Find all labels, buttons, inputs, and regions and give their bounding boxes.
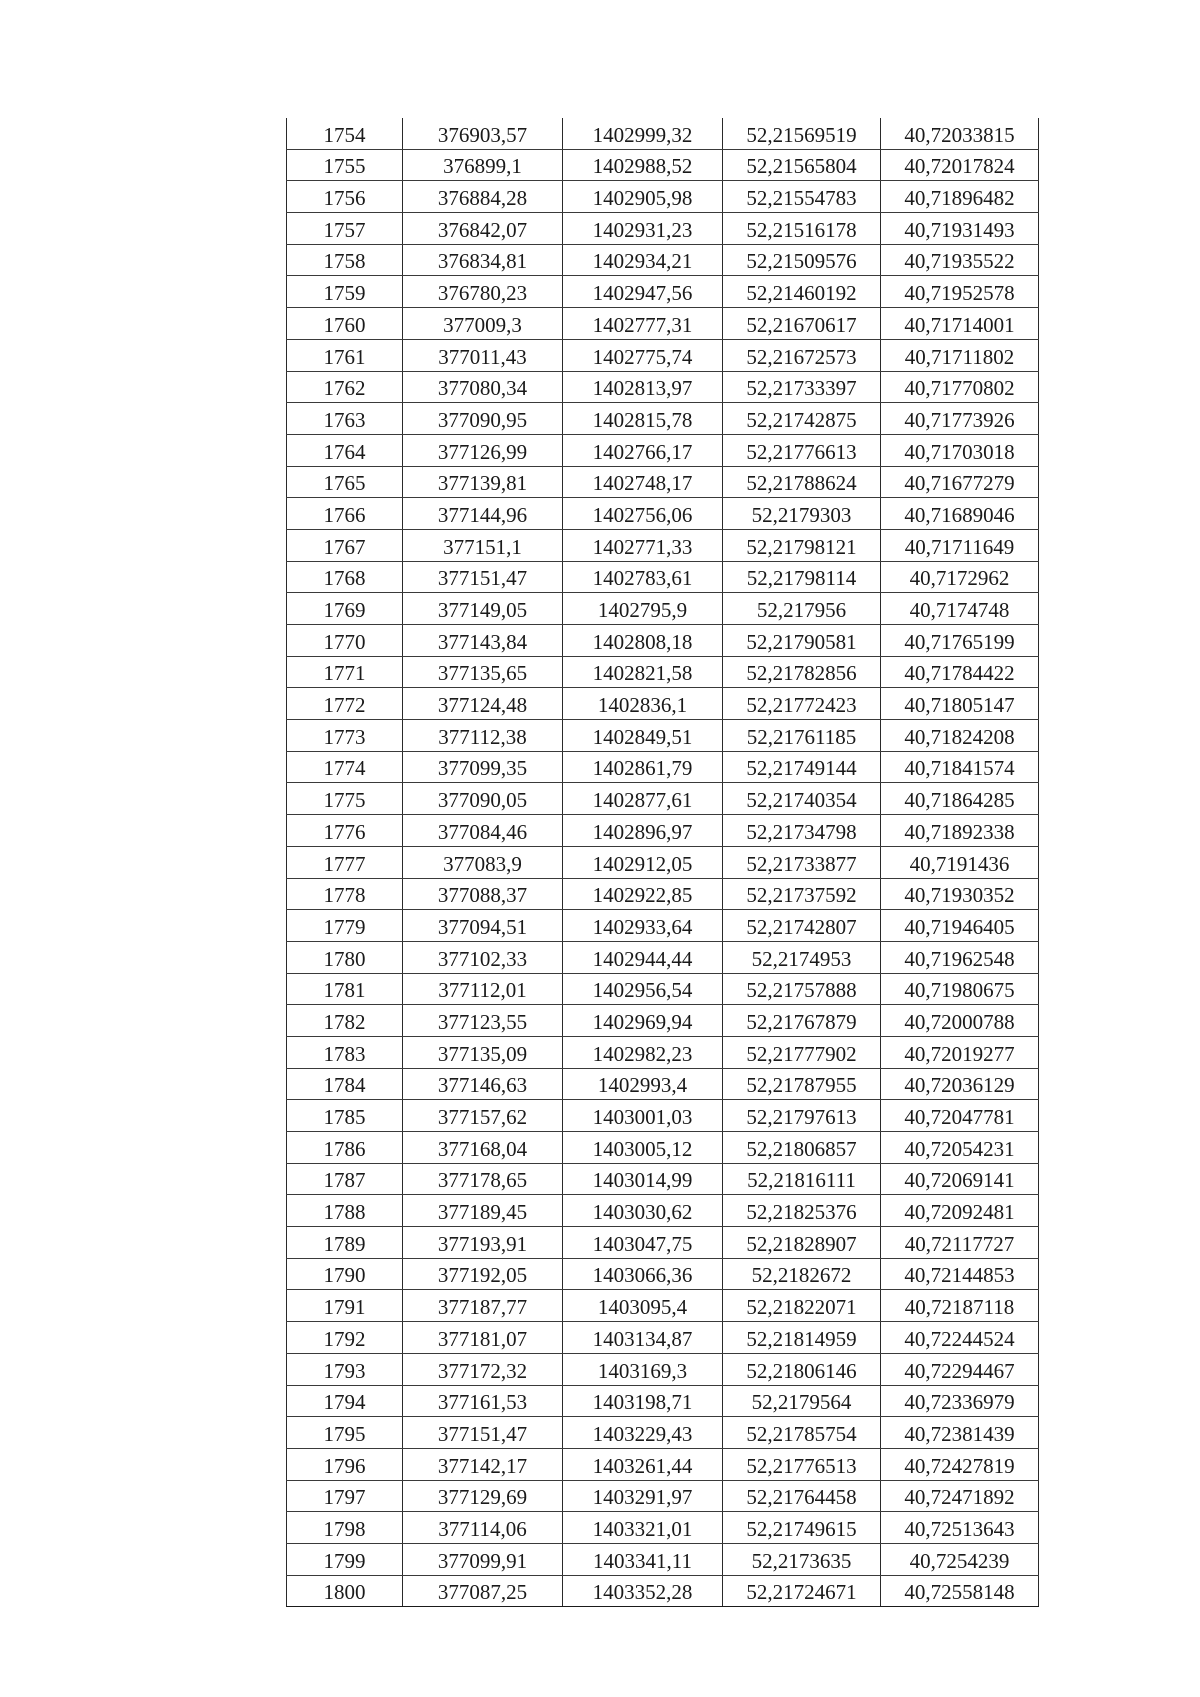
latitude-cell: 52,21757888 [723, 973, 881, 1005]
point-number-cell: 1799 [287, 1543, 403, 1575]
longitude-cell: 40,71773926 [881, 403, 1039, 435]
longitude-cell: 40,72047781 [881, 1100, 1039, 1132]
y-coordinate-cell: 1402896,97 [563, 815, 723, 847]
point-number-cell: 1763 [287, 403, 403, 435]
point-number-cell: 1772 [287, 688, 403, 720]
x-coordinate-cell: 376884,28 [403, 181, 563, 213]
longitude-cell: 40,72294467 [881, 1353, 1039, 1385]
coordinates-table [286, 118, 1039, 1607]
table-row [287, 1195, 1039, 1227]
longitude-cell: 40,72427819 [881, 1448, 1039, 1480]
table-row [287, 656, 1039, 688]
x-coordinate-cell: 377135,09 [403, 1036, 563, 1068]
longitude-cell: 40,71784422 [881, 656, 1039, 688]
table-row [287, 593, 1039, 625]
x-coordinate-cell: 377087,25 [403, 1575, 563, 1607]
y-coordinate-cell: 1402861,79 [563, 751, 723, 783]
table-row [287, 1132, 1039, 1164]
longitude-cell: 40,72381439 [881, 1417, 1039, 1449]
x-coordinate-cell: 377151,47 [403, 1417, 563, 1449]
y-coordinate-cell: 1402766,17 [563, 434, 723, 466]
point-number-cell: 1774 [287, 751, 403, 783]
table-row [287, 1227, 1039, 1259]
longitude-cell: 40,72244524 [881, 1322, 1039, 1354]
table-row [287, 1322, 1039, 1354]
y-coordinate-cell: 1403005,12 [563, 1132, 723, 1164]
latitude-cell: 52,21828907 [723, 1227, 881, 1259]
point-number-cell: 1761 [287, 339, 403, 371]
table-row [287, 1448, 1039, 1480]
table-row [287, 1353, 1039, 1385]
x-coordinate-cell: 377146,63 [403, 1068, 563, 1100]
y-coordinate-cell: 1402988,52 [563, 149, 723, 181]
point-number-cell: 1794 [287, 1385, 403, 1417]
point-number-cell: 1766 [287, 498, 403, 530]
y-coordinate-cell: 1402815,78 [563, 403, 723, 435]
point-number-cell: 1786 [287, 1132, 403, 1164]
point-number-cell: 1762 [287, 371, 403, 403]
point-number-cell: 1776 [287, 815, 403, 847]
latitude-cell: 52,21724671 [723, 1575, 881, 1607]
latitude-cell: 52,21749144 [723, 751, 881, 783]
latitude-cell: 52,21764458 [723, 1480, 881, 1512]
table-row [287, 846, 1039, 878]
longitude-cell: 40,71714001 [881, 308, 1039, 340]
point-number-cell: 1768 [287, 561, 403, 593]
y-coordinate-cell: 1403261,44 [563, 1448, 723, 1480]
longitude-cell: 40,72000788 [881, 1005, 1039, 1037]
x-coordinate-cell: 377094,51 [403, 910, 563, 942]
table-row [287, 910, 1039, 942]
point-number-cell: 1793 [287, 1353, 403, 1385]
y-coordinate-cell: 1402849,51 [563, 720, 723, 752]
latitude-cell: 52,21672573 [723, 339, 881, 371]
x-coordinate-cell: 377144,96 [403, 498, 563, 530]
table-row [287, 276, 1039, 308]
table-row [287, 783, 1039, 815]
y-coordinate-cell: 1403341,11 [563, 1543, 723, 1575]
x-coordinate-cell: 377193,91 [403, 1227, 563, 1259]
table-row [287, 720, 1039, 752]
longitude-cell: 40,71935522 [881, 244, 1039, 276]
table-row [287, 149, 1039, 181]
table-row [287, 1258, 1039, 1290]
latitude-cell: 52,21777902 [723, 1036, 881, 1068]
latitude-cell: 52,21806857 [723, 1132, 881, 1164]
latitude-cell: 52,21825376 [723, 1195, 881, 1227]
latitude-cell: 52,21554783 [723, 181, 881, 213]
point-number-cell: 1758 [287, 244, 403, 276]
table-row [287, 941, 1039, 973]
point-number-cell: 1781 [287, 973, 403, 1005]
point-number-cell: 1780 [287, 941, 403, 973]
longitude-cell: 40,72054231 [881, 1132, 1039, 1164]
y-coordinate-cell: 1402999,32 [563, 118, 723, 149]
y-coordinate-cell: 1402944,44 [563, 941, 723, 973]
longitude-cell: 40,71703018 [881, 434, 1039, 466]
latitude-cell: 52,21742875 [723, 403, 881, 435]
table-row [287, 339, 1039, 371]
latitude-cell: 52,21740354 [723, 783, 881, 815]
x-coordinate-cell: 377112,38 [403, 720, 563, 752]
latitude-cell: 52,21733877 [723, 846, 881, 878]
point-number-cell: 1767 [287, 529, 403, 561]
x-coordinate-cell: 377112,01 [403, 973, 563, 1005]
longitude-cell: 40,71689046 [881, 498, 1039, 530]
y-coordinate-cell: 1402956,54 [563, 973, 723, 1005]
point-number-cell: 1779 [287, 910, 403, 942]
table-row [287, 1163, 1039, 1195]
latitude-cell: 52,21509576 [723, 244, 881, 276]
longitude-cell: 40,71946405 [881, 910, 1039, 942]
x-coordinate-cell: 377099,35 [403, 751, 563, 783]
point-number-cell: 1771 [287, 656, 403, 688]
point-number-cell: 1754 [287, 118, 403, 149]
x-coordinate-cell: 377011,43 [403, 339, 563, 371]
longitude-cell: 40,72513643 [881, 1512, 1039, 1544]
point-number-cell: 1798 [287, 1512, 403, 1544]
latitude-cell: 52,21776613 [723, 434, 881, 466]
y-coordinate-cell: 1402933,64 [563, 910, 723, 942]
x-coordinate-cell: 377088,37 [403, 878, 563, 910]
latitude-cell: 52,2182672 [723, 1258, 881, 1290]
table-row [287, 118, 1039, 149]
x-coordinate-cell: 377123,55 [403, 1005, 563, 1037]
point-number-cell: 1796 [287, 1448, 403, 1480]
longitude-cell: 40,71711802 [881, 339, 1039, 371]
latitude-cell: 52,21733397 [723, 371, 881, 403]
x-coordinate-cell: 377161,53 [403, 1385, 563, 1417]
point-number-cell: 1797 [287, 1480, 403, 1512]
longitude-cell: 40,71677279 [881, 466, 1039, 498]
point-number-cell: 1775 [287, 783, 403, 815]
y-coordinate-cell: 1403169,3 [563, 1353, 723, 1385]
y-coordinate-cell: 1402993,4 [563, 1068, 723, 1100]
longitude-cell: 40,72092481 [881, 1195, 1039, 1227]
latitude-cell: 52,21565804 [723, 149, 881, 181]
y-coordinate-cell: 1403001,03 [563, 1100, 723, 1132]
longitude-cell: 40,72558148 [881, 1575, 1039, 1607]
point-number-cell: 1782 [287, 1005, 403, 1037]
longitude-cell: 40,72069141 [881, 1163, 1039, 1195]
x-coordinate-cell: 377151,1 [403, 529, 563, 561]
x-coordinate-cell: 377157,62 [403, 1100, 563, 1132]
table-row [287, 815, 1039, 847]
y-coordinate-cell: 1402756,06 [563, 498, 723, 530]
y-coordinate-cell: 1402777,31 [563, 308, 723, 340]
latitude-cell: 52,21670617 [723, 308, 881, 340]
latitude-cell: 52,21816111 [723, 1163, 881, 1195]
x-coordinate-cell: 376834,81 [403, 244, 563, 276]
point-number-cell: 1791 [287, 1290, 403, 1322]
latitude-cell: 52,21767879 [723, 1005, 881, 1037]
x-coordinate-cell: 377151,47 [403, 561, 563, 593]
table-row [287, 1480, 1039, 1512]
y-coordinate-cell: 1402795,9 [563, 593, 723, 625]
point-number-cell: 1765 [287, 466, 403, 498]
x-coordinate-cell: 376903,57 [403, 118, 563, 149]
latitude-cell: 52,217956 [723, 593, 881, 625]
y-coordinate-cell: 1403291,97 [563, 1480, 723, 1512]
table-row [287, 1036, 1039, 1068]
longitude-cell: 40,71980675 [881, 973, 1039, 1005]
latitude-cell: 52,21749615 [723, 1512, 881, 1544]
latitude-cell: 52,2179303 [723, 498, 881, 530]
longitude-cell: 40,71930352 [881, 878, 1039, 910]
x-coordinate-cell: 377126,99 [403, 434, 563, 466]
y-coordinate-cell: 1403321,01 [563, 1512, 723, 1544]
longitude-cell: 40,72019277 [881, 1036, 1039, 1068]
y-coordinate-cell: 1402808,18 [563, 625, 723, 657]
point-number-cell: 1787 [287, 1163, 403, 1195]
y-coordinate-cell: 1402836,1 [563, 688, 723, 720]
y-coordinate-cell: 1402947,56 [563, 276, 723, 308]
point-number-cell: 1770 [287, 625, 403, 657]
y-coordinate-cell: 1403198,71 [563, 1385, 723, 1417]
point-number-cell: 1783 [287, 1036, 403, 1068]
longitude-cell: 40,71931493 [881, 213, 1039, 245]
table-row [287, 1385, 1039, 1417]
x-coordinate-cell: 377142,17 [403, 1448, 563, 1480]
table-row [287, 308, 1039, 340]
longitude-cell: 40,7191436 [881, 846, 1039, 878]
latitude-cell: 52,21798114 [723, 561, 881, 593]
longitude-cell: 40,71864285 [881, 783, 1039, 815]
table-row [287, 181, 1039, 213]
latitude-cell: 52,21797613 [723, 1100, 881, 1132]
point-number-cell: 1769 [287, 593, 403, 625]
latitude-cell: 52,21806146 [723, 1353, 881, 1385]
x-coordinate-cell: 377084,46 [403, 815, 563, 847]
latitude-cell: 52,21734798 [723, 815, 881, 847]
point-number-cell: 1757 [287, 213, 403, 245]
table-row [287, 371, 1039, 403]
x-coordinate-cell: 377102,33 [403, 941, 563, 973]
point-number-cell: 1764 [287, 434, 403, 466]
table-row [287, 751, 1039, 783]
latitude-cell: 52,21776513 [723, 1448, 881, 1480]
x-coordinate-cell: 377168,04 [403, 1132, 563, 1164]
longitude-cell: 40,71711649 [881, 529, 1039, 561]
table-row [287, 213, 1039, 245]
longitude-cell: 40,72017824 [881, 149, 1039, 181]
y-coordinate-cell: 1402783,61 [563, 561, 723, 593]
longitude-cell: 40,72471892 [881, 1480, 1039, 1512]
latitude-cell: 52,21822071 [723, 1290, 881, 1322]
x-coordinate-cell: 377009,3 [403, 308, 563, 340]
y-coordinate-cell: 1402934,21 [563, 244, 723, 276]
table-row [287, 529, 1039, 561]
latitude-cell: 52,21787955 [723, 1068, 881, 1100]
y-coordinate-cell: 1402931,23 [563, 213, 723, 245]
longitude-cell: 40,71892338 [881, 815, 1039, 847]
x-coordinate-cell: 377192,05 [403, 1258, 563, 1290]
table-row [287, 561, 1039, 593]
latitude-cell: 52,21460192 [723, 276, 881, 308]
y-coordinate-cell: 1402821,58 [563, 656, 723, 688]
longitude-cell: 40,7172962 [881, 561, 1039, 593]
longitude-cell: 40,72117727 [881, 1227, 1039, 1259]
point-number-cell: 1778 [287, 878, 403, 910]
longitude-cell: 40,71824208 [881, 720, 1039, 752]
latitude-cell: 52,21785754 [723, 1417, 881, 1449]
point-number-cell: 1790 [287, 1258, 403, 1290]
x-coordinate-cell: 377181,07 [403, 1322, 563, 1354]
point-number-cell: 1789 [287, 1227, 403, 1259]
y-coordinate-cell: 1403014,99 [563, 1163, 723, 1195]
table-row [287, 403, 1039, 435]
y-coordinate-cell: 1403352,28 [563, 1575, 723, 1607]
longitude-cell: 40,72336979 [881, 1385, 1039, 1417]
y-coordinate-cell: 1402982,23 [563, 1036, 723, 1068]
longitude-cell: 40,71770802 [881, 371, 1039, 403]
latitude-cell: 52,21569519 [723, 118, 881, 149]
x-coordinate-cell: 377124,48 [403, 688, 563, 720]
latitude-cell: 52,21772423 [723, 688, 881, 720]
latitude-cell: 52,21516178 [723, 213, 881, 245]
latitude-cell: 52,21761185 [723, 720, 881, 752]
point-number-cell: 1777 [287, 846, 403, 878]
table-row [287, 1417, 1039, 1449]
latitude-cell: 52,21788624 [723, 466, 881, 498]
point-number-cell: 1756 [287, 181, 403, 213]
coordinates-table-body [287, 118, 1039, 1607]
latitude-cell: 52,2173635 [723, 1543, 881, 1575]
y-coordinate-cell: 1402912,05 [563, 846, 723, 878]
longitude-cell: 40,7174748 [881, 593, 1039, 625]
x-coordinate-cell: 377172,32 [403, 1353, 563, 1385]
x-coordinate-cell: 377114,06 [403, 1512, 563, 1544]
table-row [287, 625, 1039, 657]
point-number-cell: 1792 [287, 1322, 403, 1354]
table-row [287, 1005, 1039, 1037]
latitude-cell: 52,21798121 [723, 529, 881, 561]
point-number-cell: 1788 [287, 1195, 403, 1227]
point-number-cell: 1795 [287, 1417, 403, 1449]
table-row [287, 1575, 1039, 1607]
x-coordinate-cell: 377135,65 [403, 656, 563, 688]
y-coordinate-cell: 1403030,62 [563, 1195, 723, 1227]
y-coordinate-cell: 1402877,61 [563, 783, 723, 815]
latitude-cell: 52,21782856 [723, 656, 881, 688]
x-coordinate-cell: 377129,69 [403, 1480, 563, 1512]
table-row [287, 1543, 1039, 1575]
table-row [287, 466, 1039, 498]
point-number-cell: 1755 [287, 149, 403, 181]
x-coordinate-cell: 377149,05 [403, 593, 563, 625]
longitude-cell: 40,7254239 [881, 1543, 1039, 1575]
x-coordinate-cell: 377189,45 [403, 1195, 563, 1227]
point-number-cell: 1785 [287, 1100, 403, 1132]
table-row [287, 244, 1039, 276]
y-coordinate-cell: 1402775,74 [563, 339, 723, 371]
table-row [287, 688, 1039, 720]
longitude-cell: 40,72033815 [881, 118, 1039, 149]
point-number-cell: 1800 [287, 1575, 403, 1607]
longitude-cell: 40,72036129 [881, 1068, 1039, 1100]
latitude-cell: 52,21814959 [723, 1322, 881, 1354]
table-row [287, 878, 1039, 910]
latitude-cell: 52,21790581 [723, 625, 881, 657]
y-coordinate-cell: 1402905,98 [563, 181, 723, 213]
point-number-cell: 1773 [287, 720, 403, 752]
x-coordinate-cell: 377187,77 [403, 1290, 563, 1322]
point-number-cell: 1784 [287, 1068, 403, 1100]
table-row [287, 1290, 1039, 1322]
y-coordinate-cell: 1402813,97 [563, 371, 723, 403]
y-coordinate-cell: 1403095,4 [563, 1290, 723, 1322]
point-number-cell: 1760 [287, 308, 403, 340]
longitude-cell: 40,71841574 [881, 751, 1039, 783]
latitude-cell: 52,21737592 [723, 878, 881, 910]
y-coordinate-cell: 1402748,17 [563, 466, 723, 498]
table-row [287, 973, 1039, 1005]
y-coordinate-cell: 1403134,87 [563, 1322, 723, 1354]
longitude-cell: 40,71952578 [881, 276, 1039, 308]
longitude-cell: 40,71896482 [881, 181, 1039, 213]
longitude-cell: 40,71765199 [881, 625, 1039, 657]
longitude-cell: 40,71805147 [881, 688, 1039, 720]
longitude-cell: 40,71962548 [881, 941, 1039, 973]
point-number-cell: 1759 [287, 276, 403, 308]
latitude-cell: 52,2174953 [723, 941, 881, 973]
y-coordinate-cell: 1402922,85 [563, 878, 723, 910]
x-coordinate-cell: 377139,81 [403, 466, 563, 498]
y-coordinate-cell: 1402969,94 [563, 1005, 723, 1037]
x-coordinate-cell: 377080,34 [403, 371, 563, 403]
longitude-cell: 40,72187118 [881, 1290, 1039, 1322]
y-coordinate-cell: 1403229,43 [563, 1417, 723, 1449]
x-coordinate-cell: 377099,91 [403, 1543, 563, 1575]
x-coordinate-cell: 377178,65 [403, 1163, 563, 1195]
y-coordinate-cell: 1402771,33 [563, 529, 723, 561]
table-row [287, 1100, 1039, 1132]
x-coordinate-cell: 376780,23 [403, 276, 563, 308]
latitude-cell: 52,21742807 [723, 910, 881, 942]
x-coordinate-cell: 377090,05 [403, 783, 563, 815]
table-row [287, 1512, 1039, 1544]
x-coordinate-cell: 376899,1 [403, 149, 563, 181]
table-row [287, 498, 1039, 530]
table-row [287, 1068, 1039, 1100]
x-coordinate-cell: 376842,07 [403, 213, 563, 245]
x-coordinate-cell: 377090,95 [403, 403, 563, 435]
x-coordinate-cell: 377143,84 [403, 625, 563, 657]
longitude-cell: 40,72144853 [881, 1258, 1039, 1290]
latitude-cell: 52,2179564 [723, 1385, 881, 1417]
x-coordinate-cell: 377083,9 [403, 846, 563, 878]
y-coordinate-cell: 1403066,36 [563, 1258, 723, 1290]
y-coordinate-cell: 1403047,75 [563, 1227, 723, 1259]
table-row [287, 434, 1039, 466]
